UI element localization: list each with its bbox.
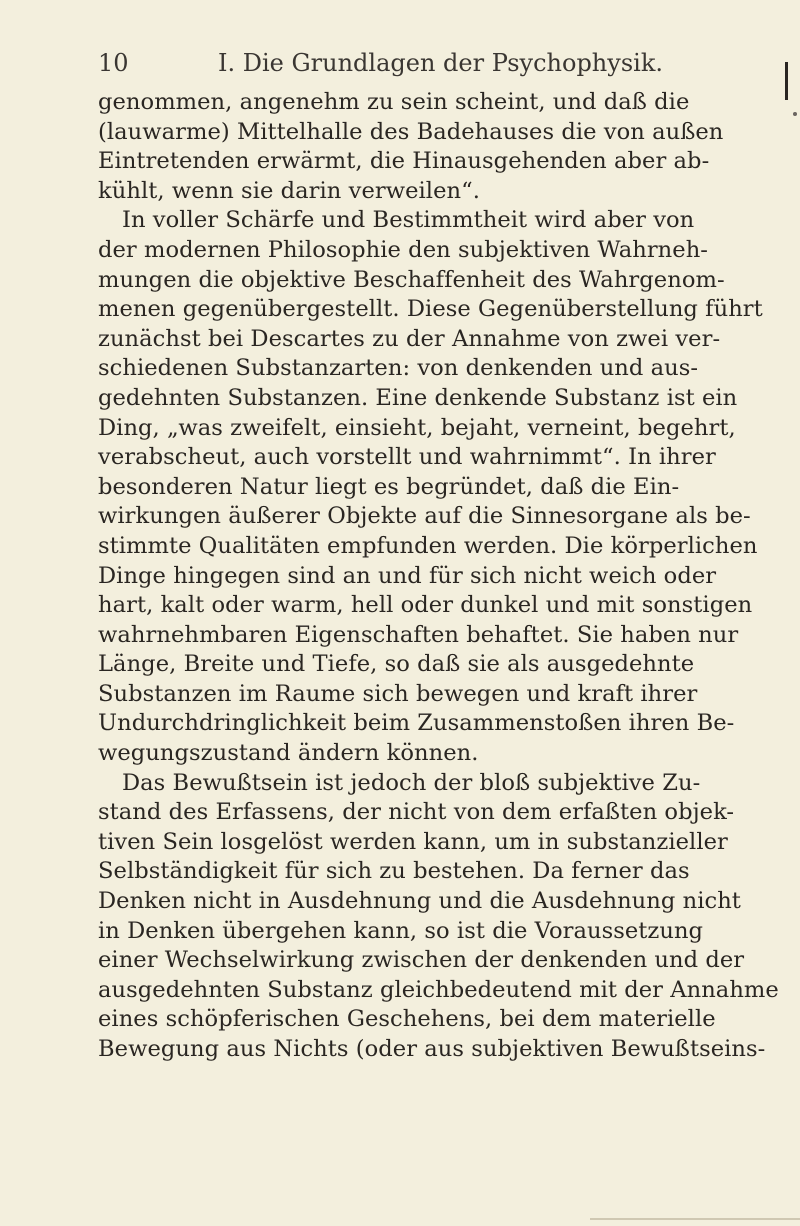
- running-head: [98, 46, 663, 80]
- text-line: kühlt, wenn sie darin verweilen“.: [98, 177, 480, 204]
- text-line: stimmte Qualitäten empfunden werden. Die körperlichen: [98, 532, 758, 559]
- page-number: 10: [98, 49, 129, 77]
- text-line: eines schöpferischen Geschehens, bei dem materielle: [98, 1006, 716, 1033]
- text-line: Substanzen im Raume sich bewegen und kraft ihrer: [98, 680, 698, 707]
- text-line: Das Bewußtsein ist jedoch der bloß subjektive Zu-: [122, 769, 701, 796]
- text-line: ausgedehnten Substanz gleichbedeutend mit der Annahme: [98, 976, 779, 1003]
- text-line: (lauwarme) Mittelhalle des Badehauses die von außen: [98, 118, 724, 145]
- text-line: Ding, „was zweifelt, einsieht, bejaht, verneint, begehrt,: [98, 414, 736, 441]
- text-line: gedehnten Substanzen. Eine denkende Substanz ist ein: [98, 384, 738, 411]
- text-line: In voller Schärfe und Bestimmtheit wird aber von: [122, 207, 695, 234]
- text-line: wirkungen äußerer Objekte auf die Sinnesorgane als be-: [98, 503, 751, 530]
- text-line: der modernen Philosophie den subjektiven Wahrneh-: [98, 236, 708, 263]
- text-line: Undurchdringlichkeit beim Zusammenstoßen ihren Be-: [98, 710, 735, 737]
- text-line: verabscheut, auch vorstellt und wahrnimmt“. In ihrer: [98, 444, 716, 471]
- text-line: menen gegenübergestellt. Diese Gegenüberstellung führt: [98, 296, 763, 323]
- text-line: stand des Erfassens, der nicht von dem erfaßten objek-: [98, 799, 735, 826]
- text-line: Bewegung aus Nichts (oder aus subjektiven Bewußtseins-: [98, 1036, 766, 1062]
- text-line: Eintretenden erwärmt, die Hinausgehenden aber ab-: [98, 148, 710, 175]
- chapter-title: I. Die Grundlagen der Psychophysik.: [218, 49, 663, 77]
- text-line: einer Wechselwirkung zwischen der denkenden und der: [98, 947, 745, 974]
- text-line: hart, kalt oder warm, hell oder dunkel und mit sonstigen: [98, 592, 753, 619]
- text-line: Selbständigkeit für sich zu bestehen. Da ferner das: [98, 858, 690, 885]
- text-line: in Denken übergehen kann, so ist die Voraussetzung: [98, 917, 704, 944]
- text-line: mungen die objektive Beschaffenheit des Wahrgenom-: [98, 266, 725, 293]
- page-edge-mark: [785, 62, 788, 100]
- text-line: tiven Sein losgelöst werden kann, um in substanzieller: [98, 828, 728, 855]
- text-line: Länge, Breite und Tiefe, so daß sie als ausgedehnte: [98, 651, 695, 678]
- body-text: [98, 88, 779, 1065]
- text-line: wegungszustand ändern können.: [98, 740, 479, 767]
- text-line: Denken nicht in Ausdehnung und die Ausdehnung nicht: [98, 888, 741, 915]
- text-line: genommen, angenehm zu sein scheint, und daß die: [98, 89, 690, 115]
- text-line: Dinge hingegen sind an und für sich nicht weich oder: [98, 562, 717, 589]
- text-line: zunächst bei Descartes zu der Annahme von zwei ver-: [98, 325, 721, 352]
- text-line: wahrnehmbaren Eigenschaften behaftet. Sie haben nur: [98, 621, 739, 648]
- text-line: besonderen Natur liegt es begründet, daß die Ein-: [98, 473, 680, 500]
- page-bottom-edge: [590, 1218, 800, 1220]
- text-line: schiedenen Substanzarten: von denkenden und aus-: [98, 355, 699, 382]
- page-edge-dot: [793, 112, 797, 116]
